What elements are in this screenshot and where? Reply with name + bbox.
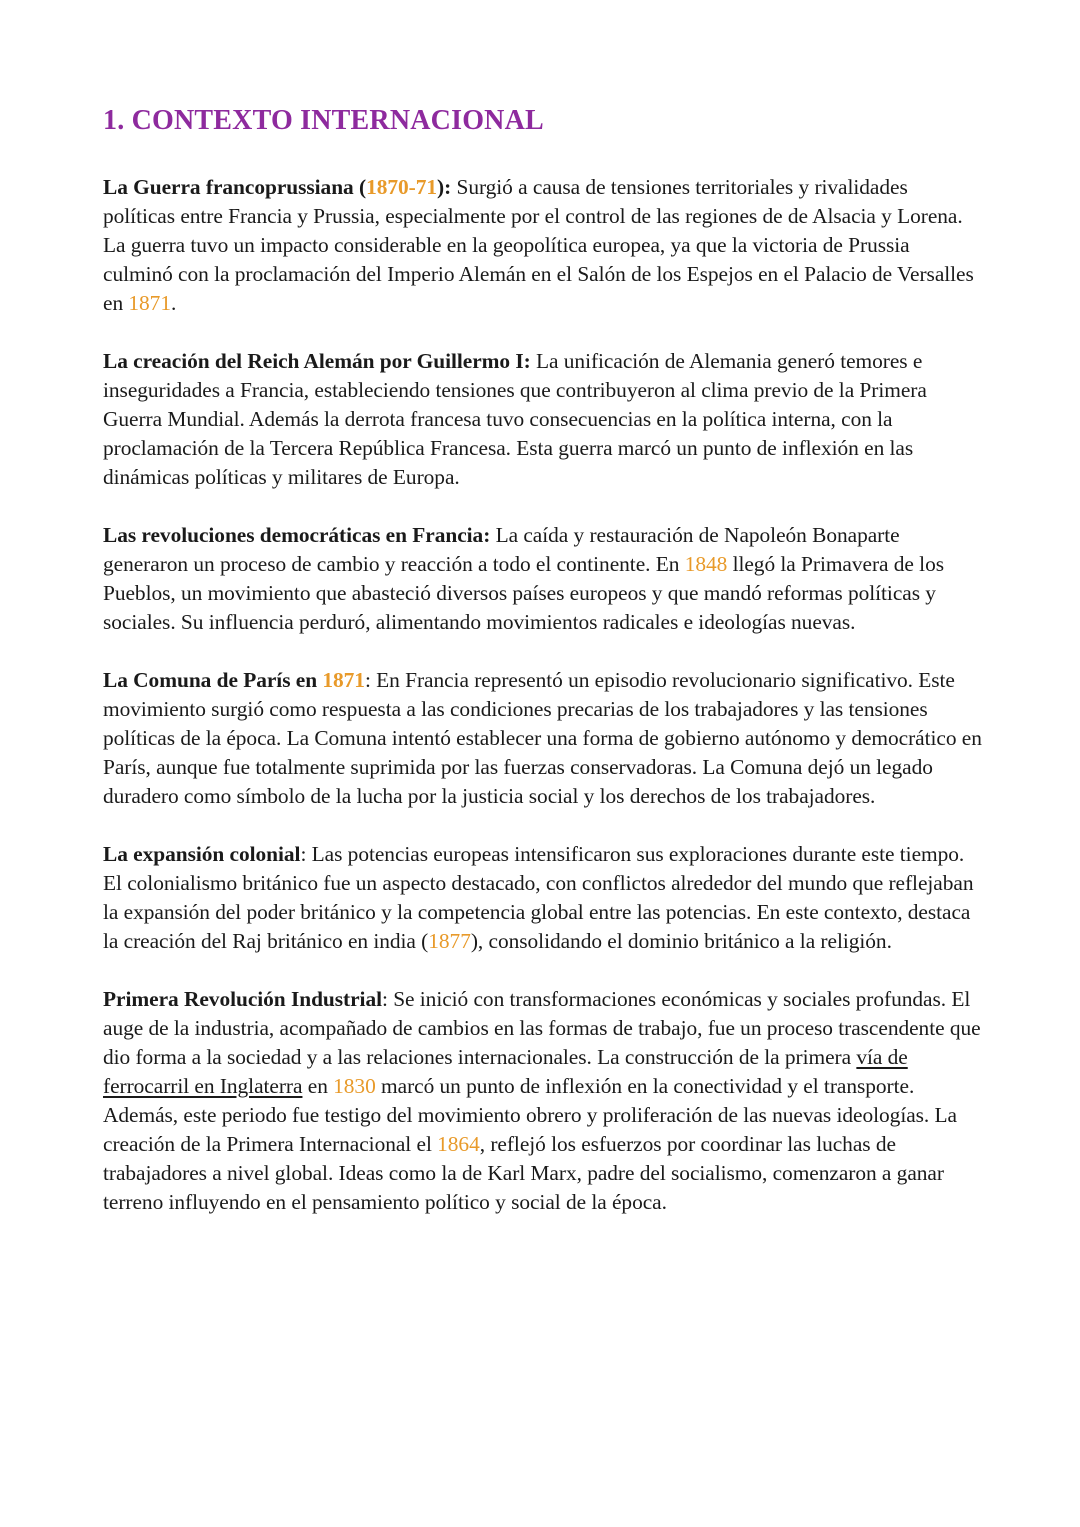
- paragraph-text: marcó un punto de inflexión en la conectividad y el transporte. Además, este periodo fue testigo del movimiento obrero y proliferación de las nuevas ideologías. La creación de la Primera Internacional el: [103, 1073, 957, 1156]
- paragraph-title: La creación del Reich Alemán por Guillermo I:: [103, 348, 531, 373]
- paragraph-text: La unificación de Alemania generó temores e inseguridades a Francia, estableciendo tensiones que contribuyeron al clima previo de la Primera Guerra Mundial. Además la derrota francesa tuvo consecuencias en la política interna, con la proclamación de la Tercera República Francesa. Esta guerra marcó un punto de inflexión en las dinámicas políticas y militares de Europa.: [103, 348, 927, 489]
- paragraph-title: La Comuna de París en: [103, 667, 323, 692]
- paragraph-german-reich: [103, 347, 983, 492]
- year-highlight: 1871: [128, 290, 171, 315]
- paragraph-text: : En Francia representó un episodio revolucionario significativo. Este movimiento surgió como respuesta a las condiciones precarias de los trabajadores y las tensiones políticas de la época. La Comuna intentó establecer una forma de gobierno autónomo y democrático en París, aunque fue totalmente suprimida por las fuerzas conservadoras. La Comuna dejó un legado duradero como símbolo de la lucha por la justicia social y los derechos de los trabajadores.: [103, 667, 982, 808]
- paragraph-paris-commune: [103, 666, 983, 811]
- year-highlight: 1870-71: [366, 174, 438, 199]
- underlined-text: vía de ferrocarril en Inglaterra: [103, 1044, 908, 1098]
- paragraph-text: : Se inició con transformaciones económicas y sociales profundas. El auge de la industria, acompañado de cambios en las formas de trabajo, fue un proceso trascendente que dio forma a la sociedad y a las relaciones internacionales. La construcción de la primera: [103, 986, 981, 1069]
- paragraph-title: Primera Revolución Industrial: [103, 986, 382, 1011]
- paragraph-franco-prussian-war: [103, 173, 983, 318]
- paragraph-text: La caída y restauración de Napoleón Bonaparte generaron un proceso de cambio y reacción a todo el continente. En: [103, 522, 900, 576]
- paragraph-title: La Guerra francoprussiana (: [103, 174, 367, 199]
- paragraph-text: .: [170, 290, 177, 315]
- paragraph-text: llegó la Primavera de los Pueblos, un movimiento que abasteció diversos países europeos y que mandó reformas políticas y sociales. Su influencia perduró, alimentando movimientos radicales e ideologías nuevas.: [103, 551, 944, 634]
- year-highlight: 1871: [322, 667, 365, 692]
- paragraph-text: en: [302, 1073, 334, 1098]
- paragraph-title-end: ):: [437, 174, 452, 199]
- paragraph-democratic-revolutions: [103, 521, 983, 637]
- year-highlight: 1864: [437, 1131, 480, 1156]
- year-highlight: 1830: [333, 1073, 376, 1098]
- paragraph-text: , reflejó los esfuerzos por coordinar las luchas de trabajadores a nivel global. Ideas como la de Karl Marx, padre del socialismo, comenzaron a ganar terreno influyendo en el pensamiento político y social de la época.: [103, 1131, 944, 1214]
- paragraph-text: : Las potencias europeas intensificaron sus exploraciones durante este tiempo. El colonialismo británico fue un aspecto destacado, con conflictos alrededor del mundo que reflejaban la expansión del poder británico y la competencia global entre las potencias. En este contexto, destaca la creación del Raj británico en india (: [103, 841, 974, 953]
- paragraph-title: Las revoluciones democráticas en Francia:: [103, 522, 491, 547]
- year-highlight: 1848: [684, 551, 728, 576]
- paragraph-title: La expansión colonial: [103, 841, 301, 866]
- document-content: [103, 104, 983, 1246]
- paragraph-industrial-revolution: [103, 985, 983, 1217]
- paragraph-text: ), consolidando el dominio británico a la religión.: [470, 928, 892, 953]
- section-heading: 1. CONTEXTO INTERNACIONAL: [103, 105, 544, 136]
- year-highlight: 1877: [428, 928, 471, 953]
- paragraph-text: Surgió a causa de tensiones territoriales y rivalidades políticas entre Francia y Prussia, especialmente por el control de las regiones de de Alsacia y Lorena. La guerra tuvo un impacto considerable en la geopolítica europea, ya que la victoria de Prussia culminó con la proclamación del Imperio Alemán en el Salón de los Espejos en el Palacio de Versalles en: [103, 174, 974, 315]
- paragraph-colonial-expansion: [103, 840, 983, 956]
